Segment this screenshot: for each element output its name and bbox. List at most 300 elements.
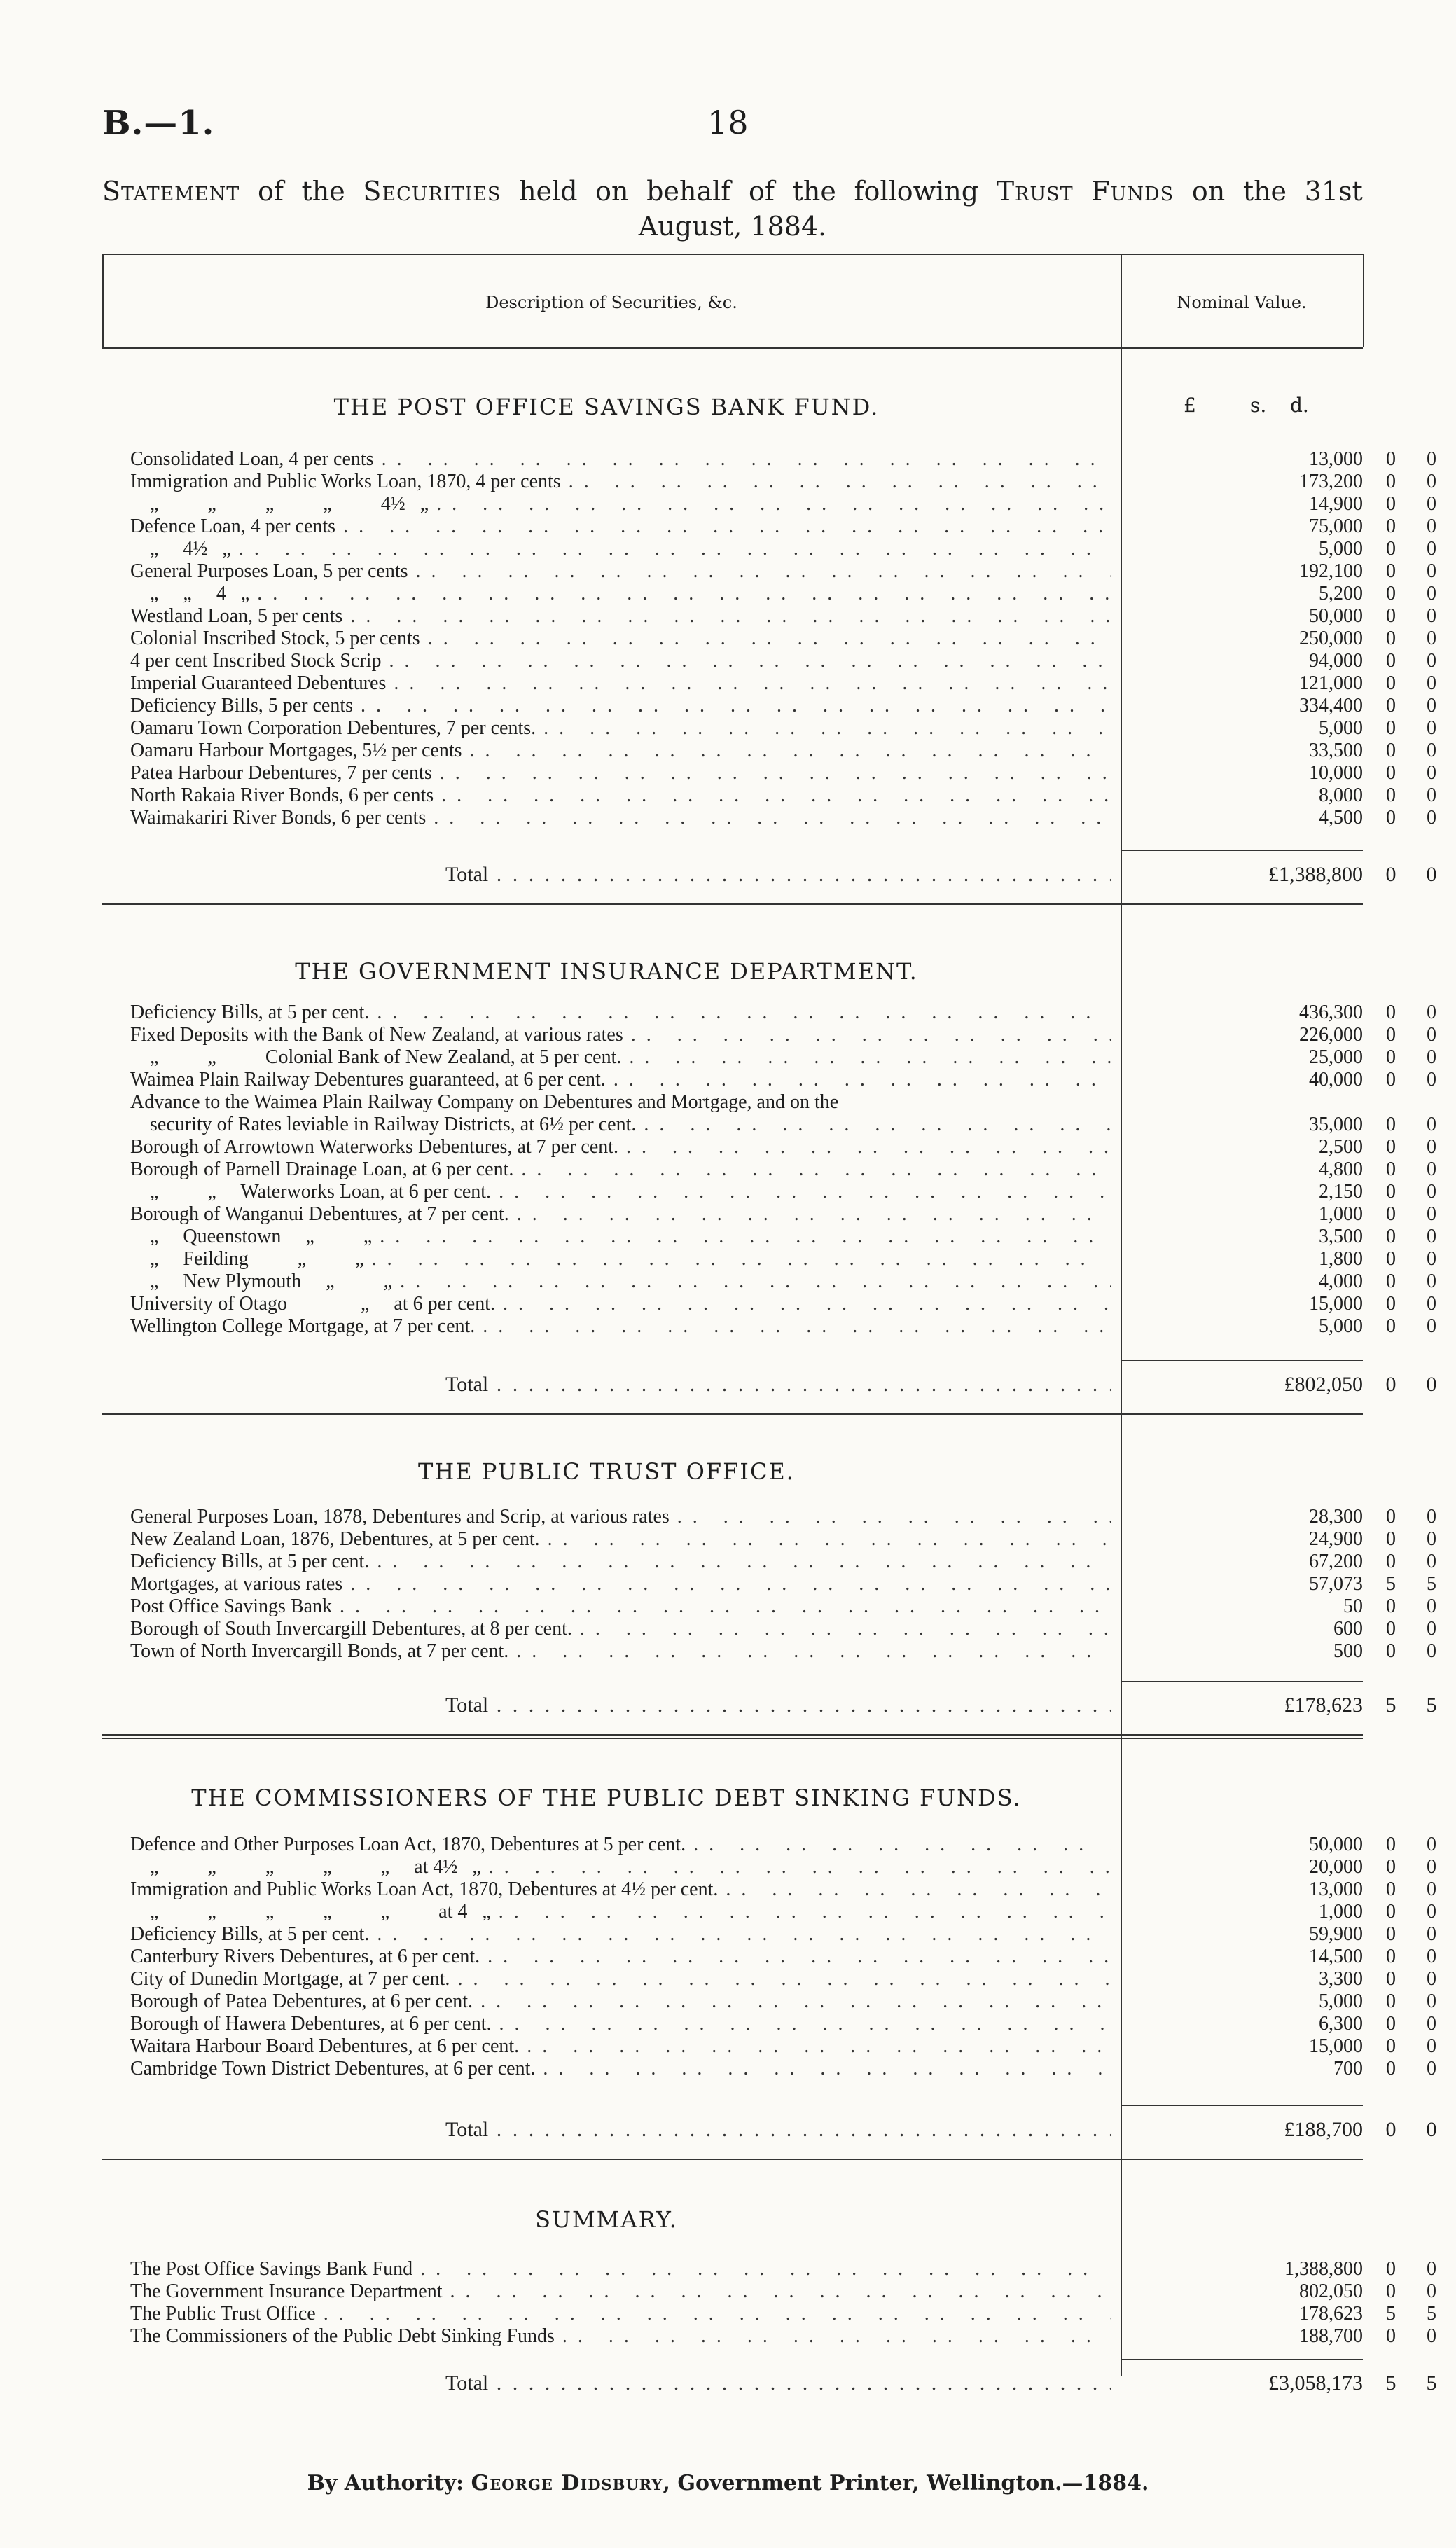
table-row	[130, 1226, 1454, 1248]
pence-value: 0	[1427, 695, 1436, 716]
title-word: Trust	[996, 176, 1074, 207]
security-description: Defence and Other Purposes Loan Act, 1870, Debentures at 5 per cent. . .	[130, 1834, 1111, 1856]
table-row	[130, 583, 1454, 605]
total-shillings: 0	[1385, 2118, 1396, 2141]
title-word: on	[1191, 176, 1226, 207]
shillings-value: 0	[1386, 448, 1396, 470]
pounds-value: 50	[1343, 1595, 1363, 1617]
table-row	[130, 2035, 1454, 2058]
total-row	[130, 863, 1454, 885]
total-shillings: 0	[1385, 1373, 1396, 1396]
shillings-value: 0	[1386, 1506, 1396, 1528]
pence-value: 0	[1427, 2325, 1436, 2347]
shillings-value: 0	[1386, 1024, 1396, 1046]
shillings-value: 0	[1386, 740, 1396, 761]
security-description: Borough of South Invercargill Debentures, at 8 per cent. . .	[130, 1618, 1111, 1640]
table-row	[130, 1946, 1454, 1968]
table-row	[130, 538, 1454, 560]
pence-value: 0	[1427, 1002, 1436, 1023]
security-description: 4 per cent Inscribed Stock Scrip . .	[130, 650, 1111, 672]
printer-name: George Didsbury	[471, 2471, 663, 2495]
pence-value: 0	[1427, 1990, 1436, 2012]
pence-value: 0	[1427, 1158, 1436, 1180]
pence-value: 0	[1427, 1923, 1436, 1945]
pence-value: 0	[1427, 1024, 1436, 1046]
table-row	[130, 2303, 1454, 2325]
table-row	[130, 1024, 1454, 1046]
pounds-value: 10,000	[1309, 762, 1363, 784]
total-row	[130, 1373, 1454, 1395]
table-row	[130, 2258, 1454, 2280]
table-row	[130, 1640, 1454, 1663]
pounds-value: 14,500	[1309, 1946, 1363, 1967]
pounds-value: 5,000	[1319, 717, 1363, 739]
table-row	[130, 740, 1454, 762]
security-description: „ Queenstown „ „ . .	[130, 1226, 1111, 1248]
shillings-value: 0	[1386, 2058, 1396, 2079]
description-column-header: Description of Securities, &c.	[485, 293, 737, 312]
table-row	[130, 1181, 1454, 1203]
title-word: Statement	[102, 176, 240, 207]
pounds-value: 14,900	[1309, 493, 1363, 515]
table-row	[130, 2325, 1454, 2348]
security-description: Deficiency Bills, at 5 per cent. . .	[130, 1551, 1111, 1573]
pounds-value: 57,073	[1309, 1573, 1363, 1595]
security-description: „ „ Colonial Bank of New Zealand, at 5 per cent. . .	[130, 1046, 1111, 1069]
table-row	[130, 2280, 1454, 2303]
security-description: Cambridge Town District Debentures, at 6 per cent. . .	[130, 2058, 1111, 2080]
shillings-value: 0	[1386, 2035, 1396, 2057]
table-row	[130, 1618, 1454, 1640]
table-row	[130, 1315, 1454, 1338]
pence-value: 0	[1427, 1248, 1436, 1270]
header-bottom-rule	[102, 347, 1363, 349]
shillings-value: 0	[1386, 1856, 1396, 1878]
table-row	[130, 493, 1454, 515]
total-row	[130, 2118, 1454, 2140]
pence-value: 0	[1427, 2280, 1436, 2302]
title-word: the	[792, 176, 836, 207]
shillings-value: 0	[1386, 1046, 1396, 1068]
security-description: City of Dunedin Mortgage, at 7 per cent. . .	[130, 1968, 1111, 1990]
security-description: The Commissioners of the Public Debt Sinking Funds . .	[130, 2325, 1111, 2348]
pounds-value: 802,050	[1299, 2280, 1363, 2302]
pounds-unit: £	[1184, 394, 1196, 417]
table-row	[130, 1923, 1454, 1946]
pence-value: 0	[1427, 1136, 1436, 1158]
security-description: Fixed Deposits with the Bank of New Zealand, at various rates . .	[130, 1024, 1111, 1046]
table-row	[130, 1528, 1454, 1551]
title-word: on	[595, 176, 629, 207]
table-row	[130, 2058, 1454, 2080]
title-line-2: August, 1884.	[638, 211, 827, 242]
table-row	[130, 695, 1454, 717]
total-pence: 0	[1426, 1373, 1437, 1396]
shillings-value: 0	[1386, 2258, 1396, 2280]
pence-value: 0	[1427, 2258, 1436, 2280]
pence-value: 0	[1427, 538, 1436, 560]
pence-value: 0	[1427, 1114, 1436, 1135]
title-word: Funds	[1091, 176, 1174, 207]
title-line-1	[102, 174, 1363, 209]
pence-value: 0	[1427, 1270, 1436, 1292]
pence-value: 0	[1427, 1528, 1436, 1550]
pounds-value: 33,500	[1309, 740, 1363, 761]
value-column-header: Nominal Value.	[1177, 293, 1307, 312]
shillings-value: 0	[1386, 1248, 1396, 1270]
shillings-value: 0	[1386, 1640, 1396, 1662]
section-separator-double	[102, 1738, 1363, 1739]
pounds-value: 8,000	[1319, 784, 1363, 806]
pence-value: 0	[1427, 2058, 1436, 2079]
shillings-value: 0	[1386, 672, 1396, 694]
section-title: THE POST OFFICE SAVINGS BANK FUND.	[333, 394, 880, 420]
table-top-rule	[102, 254, 1363, 255]
shillings-value: 0	[1386, 1923, 1396, 1945]
pence-value: 0	[1427, 583, 1436, 604]
shillings-value: 0	[1386, 650, 1396, 672]
section-title: THE GOVERNMENT INSURANCE DEPARTMENT.	[295, 958, 918, 985]
security-description: „ „ 4 „ . .	[130, 583, 1111, 605]
total-label: Total . .	[445, 863, 1111, 887]
security-description: Defence Loan, 4 per cents . .	[130, 515, 1111, 538]
shillings-value: 5	[1386, 2303, 1396, 2325]
security-description: Advance to the Waimea Plain Railway Company on Debentures and Mortgage, and on the	[130, 1091, 839, 1113]
shillings-value: 0	[1386, 1114, 1396, 1135]
pence-value: 0	[1427, 2013, 1436, 2035]
shillings-value: 5	[1386, 1573, 1396, 1595]
shillings-value: 0	[1386, 1528, 1396, 1550]
pounds-value: 5,000	[1319, 538, 1363, 560]
pounds-value: 35,000	[1309, 1114, 1363, 1135]
pounds-value: 121,000	[1299, 672, 1363, 694]
table-row	[130, 1293, 1454, 1315]
security-description: Deficiency Bills, at 5 per cent. . .	[130, 1923, 1111, 1946]
pence-value: 0	[1427, 1203, 1436, 1225]
pounds-value: 4,000	[1319, 1270, 1363, 1292]
pounds-value: 1,388,800	[1284, 2258, 1363, 2280]
pence-value: 5	[1427, 1573, 1436, 1595]
section-title: THE PUBLIC TRUST OFFICE.	[418, 1458, 795, 1485]
title-word: behalf	[646, 176, 731, 207]
pounds-value: 700	[1333, 2058, 1363, 2079]
pence-unit: d.	[1290, 394, 1309, 417]
table-row	[130, 515, 1454, 538]
security-description: security of Rates leviable in Railway Districts, at 6½ per cent. . .	[130, 1114, 1111, 1136]
pounds-value: 59,900	[1309, 1923, 1363, 1945]
pence-value: 0	[1427, 672, 1436, 694]
total-pounds: £3,058,173	[1268, 2372, 1363, 2395]
table-row	[130, 471, 1454, 493]
security-description: Mortgages, at various rates . .	[130, 1573, 1111, 1595]
page-number: 18	[707, 104, 749, 141]
pounds-value: 2,150	[1319, 1181, 1363, 1203]
total-rule	[1121, 1681, 1363, 1682]
pence-value: 0	[1427, 740, 1436, 761]
shillings-value: 0	[1386, 762, 1396, 784]
security-description: Oamaru Town Corporation Debentures, 7 per cents. . .	[130, 717, 1111, 740]
pounds-value: 67,200	[1309, 1551, 1363, 1572]
pounds-value: 1,800	[1319, 1248, 1363, 1270]
pence-value: 0	[1427, 1181, 1436, 1203]
security-description: Borough of Patea Debentures, at 6 per cent. . .	[130, 1990, 1111, 2013]
shillings-unit: s.	[1250, 394, 1267, 417]
total-rule	[1121, 1360, 1363, 1361]
pence-value: 0	[1427, 1968, 1436, 1990]
security-description: Canterbury Rivers Debentures, at 6 per cent. . .	[130, 1946, 1111, 1968]
pence-value: 0	[1427, 1901, 1436, 1923]
shillings-value: 0	[1386, 628, 1396, 649]
pence-value: 0	[1427, 2035, 1436, 2057]
total-row	[130, 1694, 1454, 1716]
table-row	[130, 1968, 1454, 1990]
security-description: Westland Loan, 5 per cents . .	[130, 605, 1111, 628]
shillings-value: 0	[1386, 515, 1396, 537]
pounds-value: 6,300	[1319, 2013, 1363, 2035]
shillings-value: 0	[1386, 1158, 1396, 1180]
shillings-value: 0	[1386, 1946, 1396, 1967]
table-row	[130, 1002, 1454, 1024]
section-separator	[102, 1734, 1363, 1736]
table-row	[130, 1069, 1454, 1091]
pence-value: 0	[1427, 807, 1436, 829]
pounds-value: 250,000	[1299, 628, 1363, 649]
security-description: Borough of Wanganui Debentures, at 7 per cent. . .	[130, 1203, 1111, 1226]
table-row	[130, 605, 1454, 628]
pounds-value: 50,000	[1309, 1834, 1363, 1855]
shillings-value: 0	[1386, 1181, 1396, 1203]
title-word: Securities	[363, 176, 501, 207]
security-description: Post Office Savings Bank . .	[130, 1595, 1111, 1618]
table-row	[130, 807, 1454, 829]
security-description: „ New Plymouth „ „ . .	[130, 1270, 1111, 1293]
table-row	[130, 1878, 1454, 1901]
table-row	[130, 717, 1454, 740]
shillings-value: 0	[1386, 1315, 1396, 1337]
security-description: Borough of Hawera Debentures, at 6 per cent. . .	[130, 2013, 1111, 2035]
shillings-value: 0	[1386, 717, 1396, 739]
pounds-value: 500	[1333, 1640, 1363, 1662]
total-rule	[1121, 2359, 1363, 2360]
pounds-value: 28,300	[1309, 1506, 1363, 1528]
pence-value: 0	[1427, 560, 1436, 582]
security-description: Borough of Arrowtown Waterworks Debentures, at 7 per cent. . .	[130, 1136, 1111, 1158]
printer-imprint	[0, 2471, 1456, 2495]
shillings-value: 0	[1386, 1878, 1396, 1900]
pence-value: 5	[1427, 2303, 1436, 2325]
security-description: University of Otago „ at 6 per cent. . .	[130, 1293, 1111, 1315]
shillings-value: 0	[1386, 1834, 1396, 1855]
pence-value: 0	[1427, 717, 1436, 739]
security-description: Patea Harbour Debentures, 7 per cents . .	[130, 762, 1111, 784]
security-description: General Purposes Loan, 1878, Debentures and Scrip, at various rates . .	[130, 1506, 1111, 1528]
security-description: Oamaru Harbour Mortgages, 5½ per cents . .	[130, 740, 1111, 762]
shillings-value: 0	[1386, 2013, 1396, 2035]
total-pounds: £188,700	[1284, 2118, 1363, 2141]
pounds-value: 4,800	[1319, 1158, 1363, 1180]
pounds-value: 3,500	[1319, 1226, 1363, 1247]
table-right-rule	[1363, 254, 1364, 347]
security-description: Borough of Parnell Drainage Loan, at 6 per cent. . .	[130, 1158, 1111, 1181]
security-description: „ Feilding „ „ . .	[130, 1248, 1111, 1270]
shillings-value: 0	[1386, 1901, 1396, 1923]
imprint-tail: , Government Printer, Wellington.—1884.	[663, 2471, 1149, 2495]
shillings-value: 0	[1386, 1002, 1396, 1023]
security-description: New Zealand Loan, 1876, Debentures, at 5 per cent. . .	[130, 1528, 1111, 1551]
pounds-value: 15,000	[1309, 1293, 1363, 1315]
pence-value: 0	[1427, 515, 1436, 537]
pence-value: 0	[1427, 448, 1436, 470]
pounds-value: 75,000	[1309, 515, 1363, 537]
shillings-value: 0	[1386, 1968, 1396, 1990]
pence-value: 0	[1427, 1878, 1436, 1900]
table-row	[130, 1573, 1454, 1595]
shillings-value: 0	[1386, 538, 1396, 560]
title-word: following	[854, 176, 979, 207]
shillings-value: 0	[1386, 493, 1396, 515]
table-row	[130, 1248, 1454, 1270]
shillings-value: 0	[1386, 1203, 1396, 1225]
shillings-value: 0	[1386, 1270, 1396, 1292]
pounds-value: 94,000	[1309, 650, 1363, 672]
section-separator	[102, 903, 1363, 905]
pence-value: 0	[1427, 628, 1436, 649]
security-description: Imperial Guaranteed Debentures . .	[130, 672, 1111, 695]
security-description: The Post Office Savings Bank Fund . .	[130, 2258, 1111, 2280]
pounds-value: 24,900	[1309, 1528, 1363, 1550]
pounds-value: 4,500	[1319, 807, 1363, 829]
table-row	[130, 1506, 1454, 1528]
pounds-value: 192,100	[1299, 560, 1363, 582]
total-rule	[1121, 850, 1363, 851]
table-row	[130, 560, 1454, 583]
document-reference: B.—1.	[102, 104, 215, 143]
table-row	[130, 1158, 1454, 1181]
shillings-value: 0	[1386, 807, 1396, 829]
security-description: Waimea Plain Railway Debentures guaranteed, at 6 per cent. . .	[130, 1069, 1111, 1091]
pounds-value: 25,000	[1309, 1046, 1363, 1068]
pounds-value: 3,300	[1319, 1968, 1363, 1990]
table-row	[130, 1901, 1454, 1923]
shillings-value: 0	[1386, 1990, 1396, 2012]
pence-value: 0	[1427, 1618, 1436, 1640]
pounds-value: 1,000	[1319, 1203, 1363, 1225]
pence-value: 0	[1427, 1595, 1436, 1617]
section-title: SUMMARY.	[535, 2206, 678, 2233]
pence-value: 0	[1427, 1834, 1436, 1855]
shillings-value: 0	[1386, 1069, 1396, 1090]
shillings-value: 0	[1386, 1618, 1396, 1640]
total-label: Total . .	[445, 1694, 1111, 1717]
pounds-value: 15,000	[1309, 2035, 1363, 2057]
security-description: Wellington College Mortgage, at 7 per cent. . .	[130, 1315, 1111, 1338]
title-word: the	[301, 176, 345, 207]
pounds-value: 2,500	[1319, 1136, 1363, 1158]
table-row	[130, 784, 1454, 807]
pence-value: 0	[1427, 1856, 1436, 1878]
shillings-value: 0	[1386, 2325, 1396, 2347]
total-shillings: 5	[1385, 2372, 1396, 2395]
security-description: „ „ Waterworks Loan, at 6 per cent. . .	[130, 1181, 1111, 1203]
shillings-value: 0	[1386, 1293, 1396, 1315]
pounds-value: 436,300	[1299, 1002, 1363, 1023]
pence-value: 0	[1427, 1315, 1436, 1337]
security-description: „ 4½ „ . .	[130, 538, 1111, 560]
security-description: Immigration and Public Works Loan, 1870, 4 per cents . .	[130, 471, 1111, 493]
total-pence: 0	[1426, 863, 1437, 886]
table-row	[130, 672, 1454, 695]
pence-value: 0	[1427, 1069, 1436, 1090]
security-description: Town of North Invercargill Bonds, at 7 per cent. . .	[130, 1640, 1111, 1663]
total-rule	[1121, 2105, 1363, 2106]
security-description: Deficiency Bills, 5 per cents . .	[130, 695, 1111, 717]
total-pounds: £1,388,800	[1268, 863, 1363, 886]
security-description: Deficiency Bills, at 5 per cent. . .	[130, 1002, 1111, 1024]
security-description: Consolidated Loan, 4 per cents . .	[130, 448, 1111, 471]
total-label: Total . .	[445, 1373, 1111, 1397]
pence-value: 0	[1427, 650, 1436, 672]
pence-value: 0	[1427, 1640, 1436, 1662]
table-row	[130, 1114, 1454, 1136]
shillings-value: 0	[1386, 471, 1396, 492]
total-label: Total . .	[445, 2118, 1111, 2142]
security-description: Waimakariri River Bonds, 6 per cents . .	[130, 807, 1111, 829]
table-row	[130, 628, 1454, 650]
table-row	[130, 1990, 1454, 2013]
shillings-value: 0	[1386, 1226, 1396, 1247]
total-pounds: £178,623	[1284, 1694, 1363, 1717]
pounds-value: 173,200	[1299, 471, 1363, 492]
security-description: Waitara Harbour Board Debentures, at 6 per cent. . .	[130, 2035, 1111, 2058]
table-row	[130, 1046, 1454, 1069]
table-row	[130, 448, 1454, 471]
pence-value: 0	[1427, 605, 1436, 627]
security-description: „ „ „ „ „ at 4 „ . .	[130, 1901, 1111, 1923]
pence-value: 0	[1427, 762, 1436, 784]
section-separator	[102, 2159, 1363, 2160]
total-row	[130, 2372, 1454, 2394]
pence-value: 0	[1427, 1946, 1436, 1967]
pounds-value: 334,400	[1299, 695, 1363, 716]
pounds-value: 188,700	[1299, 2325, 1363, 2347]
title-word: 31st	[1304, 176, 1363, 207]
shillings-value: 0	[1386, 605, 1396, 627]
security-description: „ „ „ „ 4½ „ . .	[130, 493, 1111, 515]
shillings-value: 0	[1386, 583, 1396, 604]
security-description: General Purposes Loan, 5 per cents . .	[130, 560, 1111, 583]
pence-value: 0	[1427, 493, 1436, 515]
imprint-lead: By Authority:	[307, 2471, 464, 2495]
title-word: the	[1242, 176, 1287, 207]
shillings-value: 0	[1386, 2280, 1396, 2302]
table-row	[130, 1270, 1454, 1293]
pounds-value: 13,000	[1309, 1878, 1363, 1900]
security-description: Immigration and Public Works Loan Act, 1870, Debentures at 4½ per cent. . .	[130, 1878, 1111, 1901]
shillings-value: 0	[1386, 784, 1396, 806]
pounds-value: 1,000	[1319, 1901, 1363, 1923]
shillings-value: 0	[1386, 1551, 1396, 1572]
pence-value: 0	[1427, 471, 1436, 492]
security-description: The Public Trust Office . .	[130, 2303, 1111, 2325]
total-shillings: 5	[1385, 1694, 1396, 1717]
pounds-value: 13,000	[1309, 448, 1363, 470]
table-row	[130, 1091, 1454, 1114]
table-row	[130, 1595, 1454, 1618]
shillings-value: 0	[1386, 1136, 1396, 1158]
table-row	[130, 1834, 1454, 1856]
pence-value: 0	[1427, 1506, 1436, 1528]
pounds-value: 20,000	[1309, 1856, 1363, 1878]
